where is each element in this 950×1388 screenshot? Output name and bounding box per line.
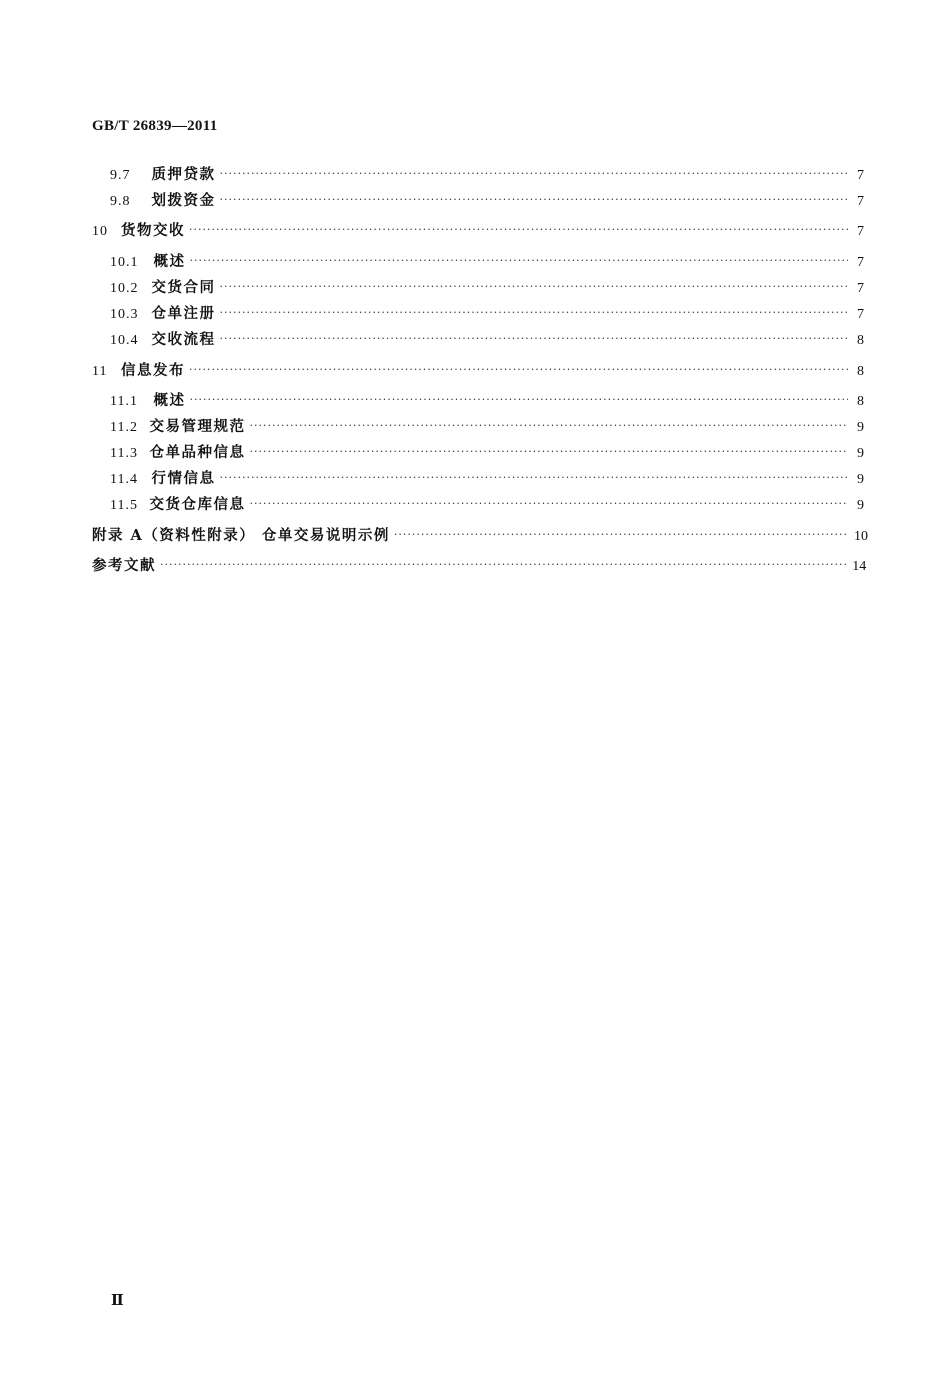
- toc-entry-title: 附录 A（资料性附录） 仓单交易说明示例: [92, 527, 390, 544]
- toc-leader-dots: [189, 359, 848, 381]
- toc-entry-page: 8: [857, 333, 864, 348]
- toc-entry-page: 14: [852, 559, 867, 574]
- toc-entry-annex-a[interactable]: [92, 525, 868, 547]
- toc-entry-page: 9: [857, 472, 864, 487]
- toc-entry-number: 10.4: [110, 333, 139, 348]
- toc-entry-page: 7: [857, 307, 864, 322]
- toc-entry-10-2[interactable]: [110, 277, 864, 299]
- toc-entry-number: 11.2: [110, 420, 138, 435]
- toc-entry-page: 8: [857, 364, 864, 379]
- toc-entry-number: 11.5: [110, 498, 138, 513]
- toc-entry-page: 7: [857, 224, 864, 239]
- toc-entry-bibliography[interactable]: [92, 555, 867, 577]
- toc-leader-dots: [219, 467, 848, 489]
- toc-leader-dots: [189, 219, 848, 241]
- toc-entry-page: 9: [857, 420, 864, 435]
- page-number: Ⅱ: [111, 1293, 124, 1309]
- toc-entry-10[interactable]: [92, 220, 864, 242]
- toc-entry-number: 11.1: [110, 394, 138, 409]
- toc-entry-page: 7: [857, 255, 864, 270]
- toc-entry-page: 8: [857, 394, 864, 409]
- toc-entry-page: 9: [857, 446, 864, 461]
- toc-entry-11-1[interactable]: [110, 390, 864, 412]
- toc-leader-dots: [189, 389, 848, 411]
- toc-entry-11-5[interactable]: [110, 494, 864, 516]
- toc-entry-11-3[interactable]: [110, 442, 864, 464]
- toc-entry-10-4[interactable]: [110, 329, 864, 351]
- toc-entry-title: 交易管理规范: [149, 418, 246, 435]
- toc-entry-page: 7: [857, 168, 864, 183]
- toc-entry-page: 7: [857, 281, 864, 296]
- toc-entry-11-2[interactable]: [110, 416, 864, 438]
- toc-entry-number: 10.2: [110, 281, 139, 296]
- toc-entry-title: 交货合同: [151, 279, 216, 296]
- toc-leader-dots: [394, 524, 848, 546]
- toc-entry-page: 10: [854, 529, 868, 544]
- toc-entry-title: 仓单品种信息: [149, 444, 246, 461]
- toc-entry-number: 10.1: [110, 255, 139, 270]
- toc-entry-number: 11.3: [110, 446, 138, 461]
- toc-leader-dots: [189, 250, 848, 272]
- standard-number: GB/T 26839—2011: [92, 118, 218, 134]
- toc-leader-dots: [219, 328, 848, 350]
- toc-entry-number: 9.7: [110, 168, 131, 183]
- toc-entry-11-4[interactable]: [110, 468, 864, 490]
- toc-entry-title: 交收流程: [151, 331, 216, 348]
- toc-entry-number: 11.4: [110, 472, 138, 487]
- toc-entry-title: 质押贷款: [151, 166, 216, 183]
- toc-entry-number: 10: [92, 224, 108, 239]
- toc-entry-title: 行情信息: [151, 470, 216, 487]
- toc-entry-9-8[interactable]: [110, 190, 864, 212]
- toc-entry-title: 概述: [153, 392, 186, 409]
- toc-leader-dots: [219, 189, 848, 211]
- toc-entry-10-1[interactable]: [110, 251, 864, 273]
- toc-entry-title: 概述: [153, 253, 186, 270]
- toc-entry-page: 9: [857, 498, 864, 513]
- toc-entry-page: 7: [857, 194, 864, 209]
- toc-leader-dots: [219, 163, 848, 185]
- toc-entry-10-3[interactable]: [110, 303, 864, 325]
- toc-entry-title: 划拨资金: [151, 192, 216, 209]
- toc-entry-title: 信息发布: [120, 362, 185, 379]
- toc-entry-9-7[interactable]: [110, 164, 864, 186]
- toc-entry-title: 货物交收: [120, 222, 185, 239]
- toc-entry-number: 11: [92, 364, 108, 379]
- toc-leader-dots: [249, 415, 848, 437]
- toc-entry-title: 仓单注册: [151, 305, 216, 322]
- toc-leader-dots: [249, 493, 848, 515]
- toc-entry-number: 9.8: [110, 194, 131, 209]
- toc-entry-11[interactable]: [92, 360, 864, 382]
- toc-leader-dots: [219, 276, 848, 298]
- toc-entry-title: 参考文献: [92, 557, 156, 574]
- toc-entry-title: 交货仓库信息: [149, 496, 246, 513]
- toc-entry-number: 10.3: [110, 307, 139, 322]
- toc-leader-dots: [249, 441, 848, 463]
- toc-leader-dots: [219, 302, 848, 324]
- toc-leader-dots: [160, 554, 846, 576]
